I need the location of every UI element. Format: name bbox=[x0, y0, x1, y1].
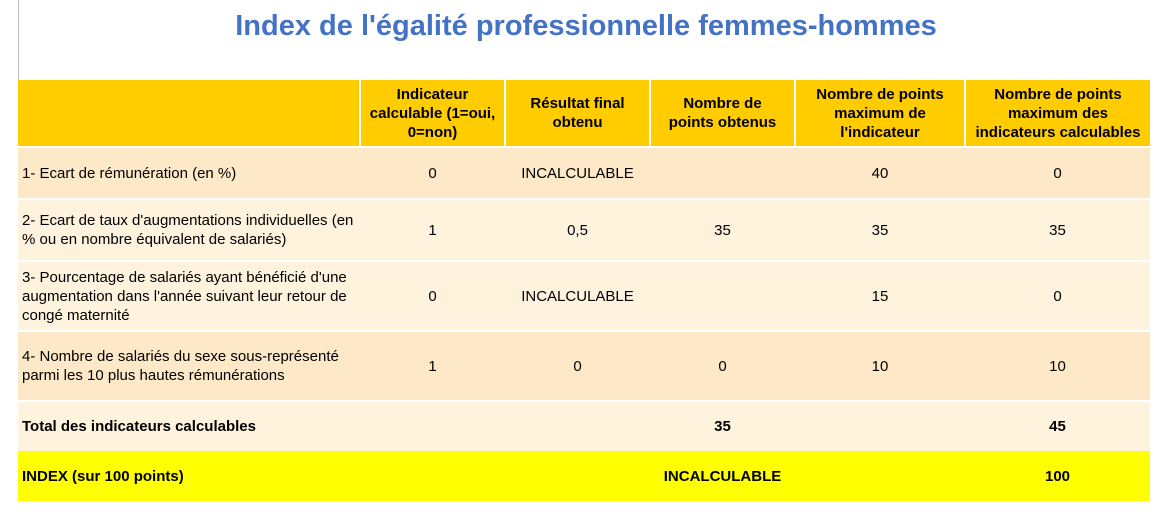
cell-points-max-calculables: 0 bbox=[965, 147, 1150, 199]
header-points-obtenus-line2: points obtenus bbox=[668, 114, 777, 131]
cell-points-obtenus: 35 bbox=[650, 199, 795, 261]
cell-resultat: INCALCULABLE bbox=[505, 147, 650, 199]
header-max-calculables-line2: maximum des bbox=[1007, 104, 1109, 122]
page-title: Index de l'égalité professionnelle femmes-hommes bbox=[235, 10, 937, 42]
index-row bbox=[18, 451, 1150, 501]
header-cell-points-max-calculables bbox=[965, 80, 1150, 147]
cell-points-max-calculables: 35 bbox=[965, 199, 1150, 261]
header-max-indicateur-line1: Nombre de points bbox=[816, 85, 944, 103]
header-cell-calculable bbox=[360, 80, 505, 147]
header-max-indicateur-line2: maximum de bbox=[834, 104, 926, 122]
header-max-calculables-line3: indicateurs calculables bbox=[975, 123, 1141, 141]
total-cell-empty bbox=[505, 401, 650, 451]
table-row bbox=[18, 147, 1150, 199]
cell-calculable: 0 bbox=[360, 147, 505, 199]
equality-index-table bbox=[18, 80, 1150, 501]
table-row bbox=[18, 331, 1150, 401]
row-label: 1- Ecart de rémunération (en %) bbox=[18, 147, 360, 199]
cell-calculable: 0 bbox=[360, 261, 505, 331]
header-calculable-line3: 0=non) bbox=[407, 123, 458, 141]
header-resultat-line2: obtenu bbox=[552, 114, 603, 131]
header-cell-points-obtenus bbox=[650, 80, 795, 147]
cell-resultat: 0 bbox=[505, 331, 650, 401]
cell-points-max-indicateur: 15 bbox=[795, 261, 965, 331]
cell-points-max-calculables: 10 bbox=[965, 331, 1150, 401]
index-cell-empty bbox=[795, 451, 965, 501]
index-cell-empty bbox=[360, 451, 505, 501]
header-row bbox=[18, 80, 1150, 147]
row-label: 3- Pourcentage de salariés ayant bénéficié d'une augmentation dans l'année suivant leur retour de congé maternité bbox=[18, 261, 360, 331]
header-cell-points-max-indicateur bbox=[795, 80, 965, 147]
cell-resultat: INCALCULABLE bbox=[505, 261, 650, 331]
header-resultat-line1: Résultat final bbox=[530, 95, 625, 112]
cell-points-obtenus bbox=[650, 147, 795, 199]
total-cell-empty bbox=[795, 401, 965, 451]
header-calculable-line1: Indicateur bbox=[396, 85, 469, 103]
cell-points-max-calculables: 0 bbox=[965, 261, 1150, 331]
header-cell-resultat bbox=[505, 80, 650, 147]
index-cell-empty bbox=[505, 451, 650, 501]
header-calculable-line2: calculable (1=oui, bbox=[369, 104, 496, 122]
cell-points-obtenus: 0 bbox=[650, 331, 795, 401]
index-max: 100 bbox=[965, 451, 1150, 501]
cell-resultat: 0,5 bbox=[505, 199, 650, 261]
total-row bbox=[18, 401, 1150, 451]
total-points-max-calculables: 45 bbox=[965, 401, 1150, 451]
total-points-obtenus: 35 bbox=[650, 401, 795, 451]
cell-calculable: 1 bbox=[360, 199, 505, 261]
row-label: 4- Nombre de salariés du sexe sous-représenté parmi les 10 plus hautes rémunérations bbox=[18, 331, 360, 401]
header-max-indicateur-line3: l'indicateur bbox=[840, 123, 920, 141]
row-label: 2- Ecart de taux d'augmentations individuelles (en % ou en nombre équivalent de salariés) bbox=[18, 199, 360, 261]
table-row bbox=[18, 199, 1150, 261]
table-row bbox=[18, 261, 1150, 331]
index-value: INCALCULABLE bbox=[650, 451, 795, 501]
header-cell-label bbox=[18, 80, 360, 147]
cell-points-obtenus bbox=[650, 261, 795, 331]
total-label: Total des indicateurs calculables bbox=[18, 401, 360, 451]
header-max-calculables-line1: Nombre de points bbox=[994, 85, 1122, 103]
total-cell-empty bbox=[360, 401, 505, 451]
header-points-obtenus-line1: Nombre de bbox=[683, 95, 762, 112]
cell-points-max-indicateur: 35 bbox=[795, 199, 965, 261]
cell-points-max-indicateur: 40 bbox=[795, 147, 965, 199]
cell-calculable: 1 bbox=[360, 331, 505, 401]
cell-points-max-indicateur: 10 bbox=[795, 331, 965, 401]
index-label: INDEX (sur 100 points) bbox=[18, 451, 360, 501]
